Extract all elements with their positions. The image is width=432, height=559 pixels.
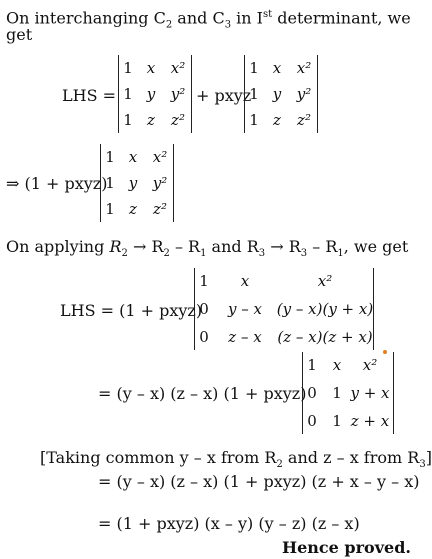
determinant-b: 1 x x² 1 y y² 1 z z²: [244, 55, 318, 133]
marker-dot: [383, 350, 387, 354]
implies-line: ⇒ (1 + pxyz): [6, 174, 108, 193]
taking-common-note: [Taking common y – x from $R_2$ and z – x from $R_3$]: [40, 448, 432, 471]
intro-line-2: get: [6, 25, 33, 44]
determinant-d: 1 x x² 0 y – x (y – x)(y + x) 0 z – x (z – x)(z + x): [194, 268, 374, 350]
determinant-e: 1 x x² 0 1 y + x 0 1 z + x: [302, 352, 394, 434]
intro-line: On interchanging $C_2$ and $C_3$ in Ist determinant, we: [6, 8, 411, 31]
determinant-c: 1 x x² 1 y y² 1 z z²: [100, 144, 174, 222]
hence-proved: Hence proved.: [282, 538, 411, 557]
plus-pxyz: + pxyz: [196, 86, 252, 105]
equation-5: = (1 + pxyz) (x – y) (y – z) (z – x): [98, 514, 360, 533]
equation-4: = (y – x) (z – x) (1 + pxyz) (z + x – y – x): [98, 472, 420, 491]
lhs2-label: LHS = (1 + pxyz): [60, 301, 203, 320]
lhs-label: LHS =: [62, 86, 117, 105]
equation-3: = (y – x) (z – x) (1 + pxyz): [98, 384, 307, 403]
apply-line: On applying $R_2 \to R_2 - R_1$ and $R_3 \to R_3 - R_1$, we get: [6, 237, 409, 260]
determinant-a: 1 x x² 1 y y² 1 z z²: [118, 55, 192, 133]
